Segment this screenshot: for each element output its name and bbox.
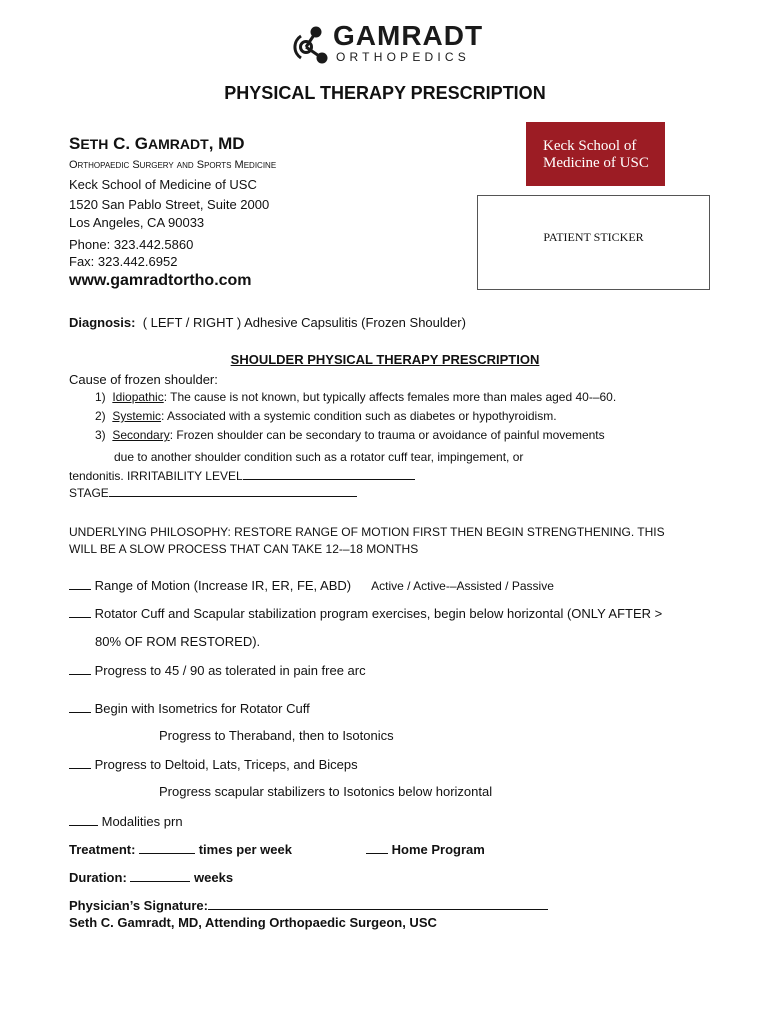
doctor-name: SETH C. GAMRADT, MD (69, 134, 245, 153)
rom-item: Range of Motion (Increase IR, ER, FE, ABD) Active / Active-–Assisted / Passive (69, 577, 554, 594)
philosophy-line: WILL BE A SLOW PROCESS THAT CAN TAKE 12-–18 MONTHS (69, 542, 419, 556)
signature-name: Seth C. Gamradt, MD, Attending Orthopaedic Surgeon, USC (69, 915, 437, 930)
keck-logo-line: Keck School of (543, 138, 637, 154)
modalities-checkbox[interactable] (69, 813, 98, 826)
treatment-times-field[interactable] (139, 841, 195, 854)
progress-arc-checkbox[interactable] (69, 662, 91, 675)
irritability-line: tendonitis. IRRITABILITY LEVEL (69, 467, 415, 484)
duration-weeks-field[interactable] (130, 869, 190, 882)
philosophy-line: UNDERLYING PHILOSOPHY: RESTORE RANGE OF MOTION FIRST THEN BEGIN STRENGTHENING. THIS (69, 525, 665, 539)
irritability-field[interactable] (243, 467, 415, 480)
cause-continued: due to another shoulder condition such as a rotator cuff tear, impingement, or (114, 450, 524, 464)
progress-arc-item: Progress to 45 / 90 as tolerated in pain free arc (69, 662, 366, 679)
rom-checkbox[interactable] (69, 577, 91, 590)
diagnosis-label: Diagnosis: (69, 315, 136, 330)
gamradt-logo-icon (289, 24, 333, 66)
logo-subtitle: ORTHOPEDICS (336, 50, 470, 64)
cause-item: 2) Systemic: Associated with a systemic condition such as diabetes or hypothyroidism. (95, 409, 557, 423)
rom-options: Active / Active-–Assisted / Passive (371, 579, 554, 593)
stage-line: STAGE (69, 484, 357, 501)
deltoid-item: Progress to Deltoid, Lats, Triceps, and Biceps (69, 756, 358, 773)
scapular-line: Progress scapular stabilizers to Isotonics below horizontal (159, 784, 493, 799)
diagnosis-value: ( LEFT / RIGHT ) Adhesive Capsulitis (Frozen Shoulder) (142, 315, 466, 330)
signature-line: Physician’s Signature: (69, 897, 548, 914)
home-program-checkbox[interactable] (366, 841, 388, 854)
cause-item: 1) Idiopathic: The cause is not known, but typically affects females more than males aged 40-–60. (95, 390, 617, 404)
stage-field[interactable] (109, 484, 357, 497)
keck-usc-logo (526, 122, 665, 186)
signature-field[interactable] (208, 897, 548, 910)
theraband-line: Progress to Theraband, then to Isotonics (159, 728, 394, 743)
rotator-item: Rotator Cuff and Scapular stabilization program exercises, begin below horizontal (ONLY AFTER > (69, 605, 662, 622)
logo-name: GAMRADT (333, 20, 484, 51)
cause-item: 3) Secondary: Frozen shoulder can be secondary to trauma or avoidance of painful movements (95, 428, 605, 442)
cause-heading: Cause of frozen shoulder: (69, 372, 218, 387)
phone: Phone: 323.442.5860 (69, 237, 194, 252)
doctor-specialty: Orthopaedic Surgery and Sports Medicine (69, 159, 277, 171)
duration-line: Duration: weeks (69, 870, 234, 885)
keck-logo-line: Medicine of USC (543, 155, 649, 171)
rotator-checkbox[interactable] (69, 605, 91, 618)
website-link[interactable]: www.gamradtortho.com (69, 272, 252, 289)
document-title: PHYSICAL THERAPY PRESCRIPTION (224, 83, 546, 103)
address-line: 1520 San Pablo Street, Suite 2000 (69, 197, 270, 212)
rotator-continued: 80% OF ROM RESTORED). (95, 634, 261, 649)
diagnosis (69, 315, 466, 331)
section-title: SHOULDER PHYSICAL THERAPY PRESCRIPTION (230, 352, 540, 367)
patient-sticker-label: PATIENT STICKER (543, 230, 644, 244)
isometrics-item: Begin with Isometrics for Rotator Cuff (69, 700, 310, 717)
isometrics-checkbox[interactable] (69, 700, 91, 713)
treatment-line: Treatment: times per week (69, 842, 292, 857)
address-line: Los Angeles, CA 90033 (69, 215, 205, 230)
deltoid-checkbox[interactable] (69, 756, 91, 769)
home-program-item: Home Program (366, 841, 485, 858)
patient-sticker-box (477, 195, 710, 290)
fax: Fax: 323.442.6952 (69, 254, 178, 269)
address-line: Keck School of Medicine of USC (69, 177, 257, 192)
modalities-item: Modalities prn (69, 813, 183, 830)
